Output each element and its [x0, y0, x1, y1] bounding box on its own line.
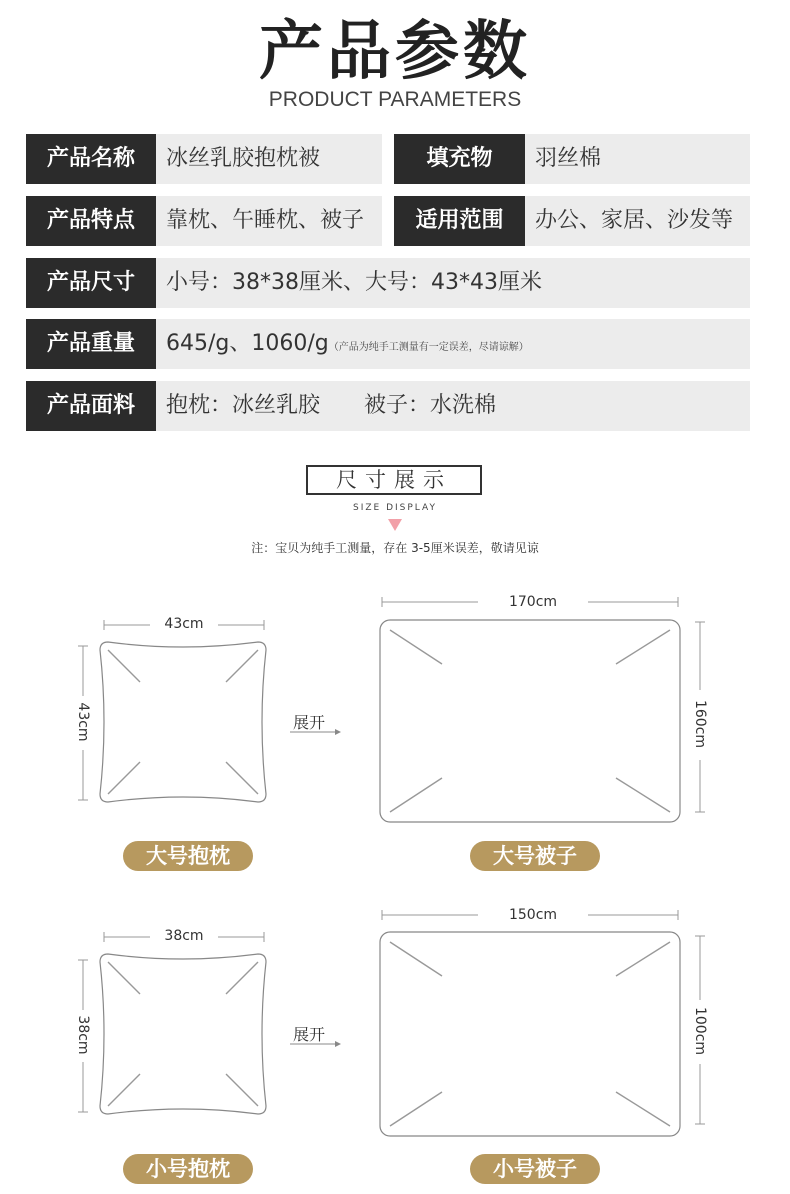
size-value: 小号：38*38厘米、大号：43*43厘米	[156, 258, 750, 308]
large-pillow-height-label: 43cm	[75, 702, 91, 742]
feature-label: 产品特点	[26, 196, 156, 246]
size-section-title: 尺寸展示	[306, 465, 482, 495]
size-section-subtitle: SIZE DISPLAY	[353, 503, 437, 513]
large-pillow-badge: 大号抱枕	[123, 841, 253, 871]
small-pillow-drawing	[100, 954, 266, 1114]
large-pillow-drawing	[100, 642, 266, 802]
small-pillow-height-label: 38cm	[75, 1015, 91, 1055]
feature-value: 靠枕、午睡枕、被子	[156, 196, 382, 246]
scope-value: 办公、家居、沙发等	[525, 196, 750, 246]
small-pillow-width-label: 38cm	[164, 928, 204, 944]
large-expand-label: 展开	[293, 713, 326, 732]
page-title: 产品参数	[259, 15, 531, 89]
large-quilt-drawing	[380, 620, 680, 822]
weight-label: 产品重量	[26, 319, 156, 369]
large-quilt-width-label: 170cm	[508, 594, 558, 610]
large-quilt-height-label: 160cm	[692, 699, 708, 749]
large-pillow-width-label: 43cm	[164, 616, 204, 632]
fabric-label: 产品面料	[26, 381, 156, 431]
small-expand-label: 展开	[293, 1025, 326, 1044]
name-value: 冰丝乳胶抱枕被	[156, 134, 382, 184]
weight-value: 645/g、1060/g	[166, 331, 329, 356]
fabric-value: 抱枕：冰丝乳胶 被子：水洗棉	[156, 381, 750, 431]
small-quilt-height-label: 100cm	[692, 1006, 708, 1056]
small-quilt-badge: 小号被子	[470, 1154, 600, 1184]
small-pillow-badge: 小号抱枕	[123, 1154, 253, 1184]
size-label: 产品尺寸	[26, 258, 156, 308]
filling-label: 填充物	[394, 134, 525, 184]
filling-value: 羽丝棉	[525, 134, 750, 184]
weight-note: （产品为纯手工测量有一定误差，尽请谅解）	[328, 342, 529, 353]
small-quilt-drawing	[380, 932, 680, 1136]
scope-label: 适用范围	[394, 196, 525, 246]
large-quilt-badge: 大号被子	[470, 841, 600, 871]
name-label: 产品名称	[26, 134, 156, 184]
size-note: 注：宝贝为纯手工测量，存在 3-5厘米误差，敬请见谅	[251, 541, 539, 555]
page-subtitle: PRODUCT PARAMETERS	[268, 88, 522, 111]
small-quilt-width-label: 150cm	[508, 907, 558, 923]
